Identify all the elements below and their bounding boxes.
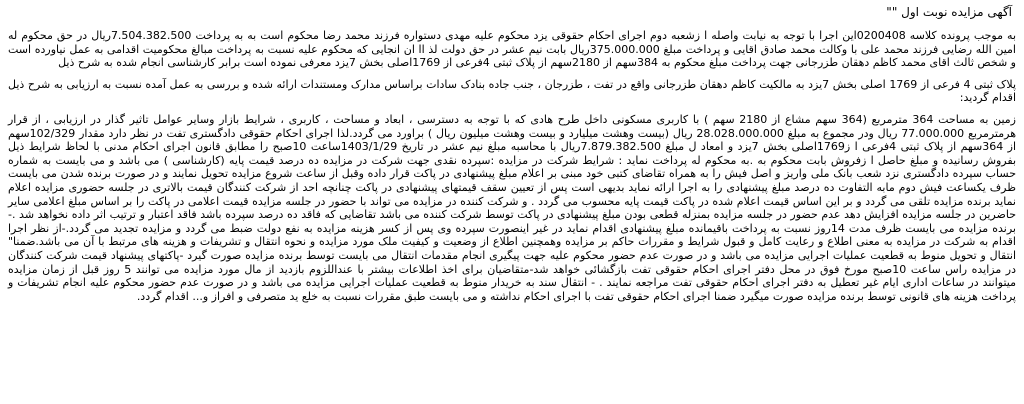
notice-title: آگهی مزایده نوبت اول "" [886,5,1012,19]
notice-paragraph-property: پلاک ثبتی 4 فرعی از 1769 اصلی بخش 7یزد به مالکیت کاظم دهقان طزرجانی واقع در تفت ، طزرجان ، جنب جاده بنادک سادات براساس مدارک ومستندات ارائه شده و بررسی به عمل آمده نسبت به ارزیابی به شرح ذیل اقدام گردید: [8,77,1017,105]
notice-paragraph-conditions: زمین به مساحت 364 مترمربع (364 سهم مشاع از 2180 سهم ) با کاربری مسکونی داخل طرح هادی که با توجه به دسترسی ، ابعاد و مساحت ، کاربری ، شرایط بازار وسایر عوامل تاثیر گذار در ارزیابی ، از قرار هرمترمربع 77.000.000 ریال ودر مجموع به مبلغ 28.028.000.000 ریال (بیست وهشت میلیارد و بیست وهشت میلیون ریال ) براورد می گردد.لذا اجرای احکام حقوقی دادگستری تفت در نظر دارد مقدار 102/329سهم از 364سهم از پلاک ثبتی 4فرعی ا ز1769اصلی بخش 7یزد و امعاد ل مبلغ 7.879.382.500ریال با محاسبه مبلغ نیم عشر در تاریخ 1403/1/29ساعت 10صبح را مطابق قانون اجرای احکام مدنی با لحاظ شرایط ذیل بفروش رسانیده و مبلغ حاصل ا زفروش بابت محکوم به .به محکوم له پرداخت نماید : شرایط شرکت در مزایده :سپرده نقدی جهت شرکت در مزایده ده درصد قیمت پایه (کارشناسی ) می باشد و می بایست به شماره حساب سپرده دادگستری نزد شعب بانک ملی واریز و اصل فیش را به همراه تقاضای کتبی خود مبنی بر اعلام مبلغ پیشنهادی در پاکت قرار داده وقبل از ساعت شروع مزایده تحویل نمایند و در صورت برنده شدن می بایست ظرف یکساعت فیش دوم مابه التفاوت ده درصد مبلغ پیشنهادی را به اجرا ارائه نماید بدیهی است پس از تعیین سقف قیمتهای پیشنهادی در پاکت چنانچه احد از شرکت کنندگان قیمت بالاتری در جلسه حضوری مزایده اعلام نماید برنده مزایده تلقی می گردد و بر این اساس قیمت اعلام شده در پاکت قیمت پایه محسوب می گردد . و شرکت کننده در مزایده می تواند با حضور در جلسه مزایده قیمت اعلامی در پاکت را بر اساس مبلغ اعلامی سایر حاضرین در جلسه مزایده افزایش دهد عدم حضور در جلسه مزایده بمنزله قطعی بودن مبلغ پیشنهادی در پاکت توسط شرکت کننده می باشد تقاضایی که فاقد ده درصد سپرده باشد فاقد اعتبار و ترتیب اثر داده نخواهد شد .- برنده مزایده می بایست ظرف مدت 14روز نسبت به پرداخت باقیمانده مبلغ پیشنهادی اقدام نماید در غیر اینصورت سپرده وی پس از کسر هزینه مزایده به نفع دولت ضبط می گردد و مزایده تجدید می گردد.-از نظر اجرا اقدام به شرکت در مزایده به معنی اطلاع و رعایت کامل و قبول شرایط و مقررات حاکم بر مزایده وهمچنین اطلاع از وضعیت و کیفیت ملک مورد مزایده و نحوه انتقال و تشریفات و هزینه های مرتبط با آن می باشد.ضمنا" انتقال و تحویل منوط به قطعیت عملیات اجرایی مزایده می باشد و در صورت عدم حضور محکوم علیه جهت پیگیری انجام مقدمات انتقال می بایست توسط برنده مزایده صورت گیرد -پاکتهای پیشنهاد قیمت شرکت کنندگان در مزایده راس ساعت 10صبح مورخ فوق در محل دفتر اجرای احکام حقوقی تفت بازگشائی خواهد شد-متقاضیان برای اخذ اطلاعات بیشتر با عنداللزوم بازدید از مال مورد مزایده می توانند 5 روز قبل از زمان مزایده میتوانند در ساعات اداری ایام غیر تعطیل به دفتر اجرای احکام حقوقی تفت مراجعه نمایند . - انتقال سند به خریدار منوط به قطعیت عملیات اجرایی مزایده می باشد و در صورت عدم حضور محکوم علیه انجام تشریفات و پرداخت هزینه های قانونی توسط برنده مزایده صورت میگیرد ضمنا اجرای احکام حقوقی تفت با اجرای احکام نداشته و می بایست طبق مقررات نسبت به خلع ید متصرفی و افراز و... اقدام گردد. [8,112,1017,303]
notice-paragraph-judgment: به موجب پرونده کلاسه 0200408این اجرا با توجه به نیابت واصله ا زشعبه دوم اجرای احکام حقوقی یزد محکوم علیه مهدی دستواره فرزند محمد رضا محکوم است به به پرداخت 7.504.382.500ریال در حق محکوم له امین الله رضایی فرزند محمد علی با وکالت محمد صادق اقایی و پرداخت مبلغ 375.000.000ریال بابت نیم عشر در حق دولت لذ اا ان انجایی که محکوم علیه نسبت به پرداخت مبالغ محکومیت اقدامی به عمل نیاورده است و شخص ثالث اقای محمد کاظم دهقان طزرجانی جهت پرداخت مبلغ محکوم به 384سهم از 2180سهم از پلاک ثبتی 4فرعی از 1769اصلی بخش 7یزد معرفی نموده است برابر کارشناسی انجام شده به شرح ذیل [8,29,1017,70]
